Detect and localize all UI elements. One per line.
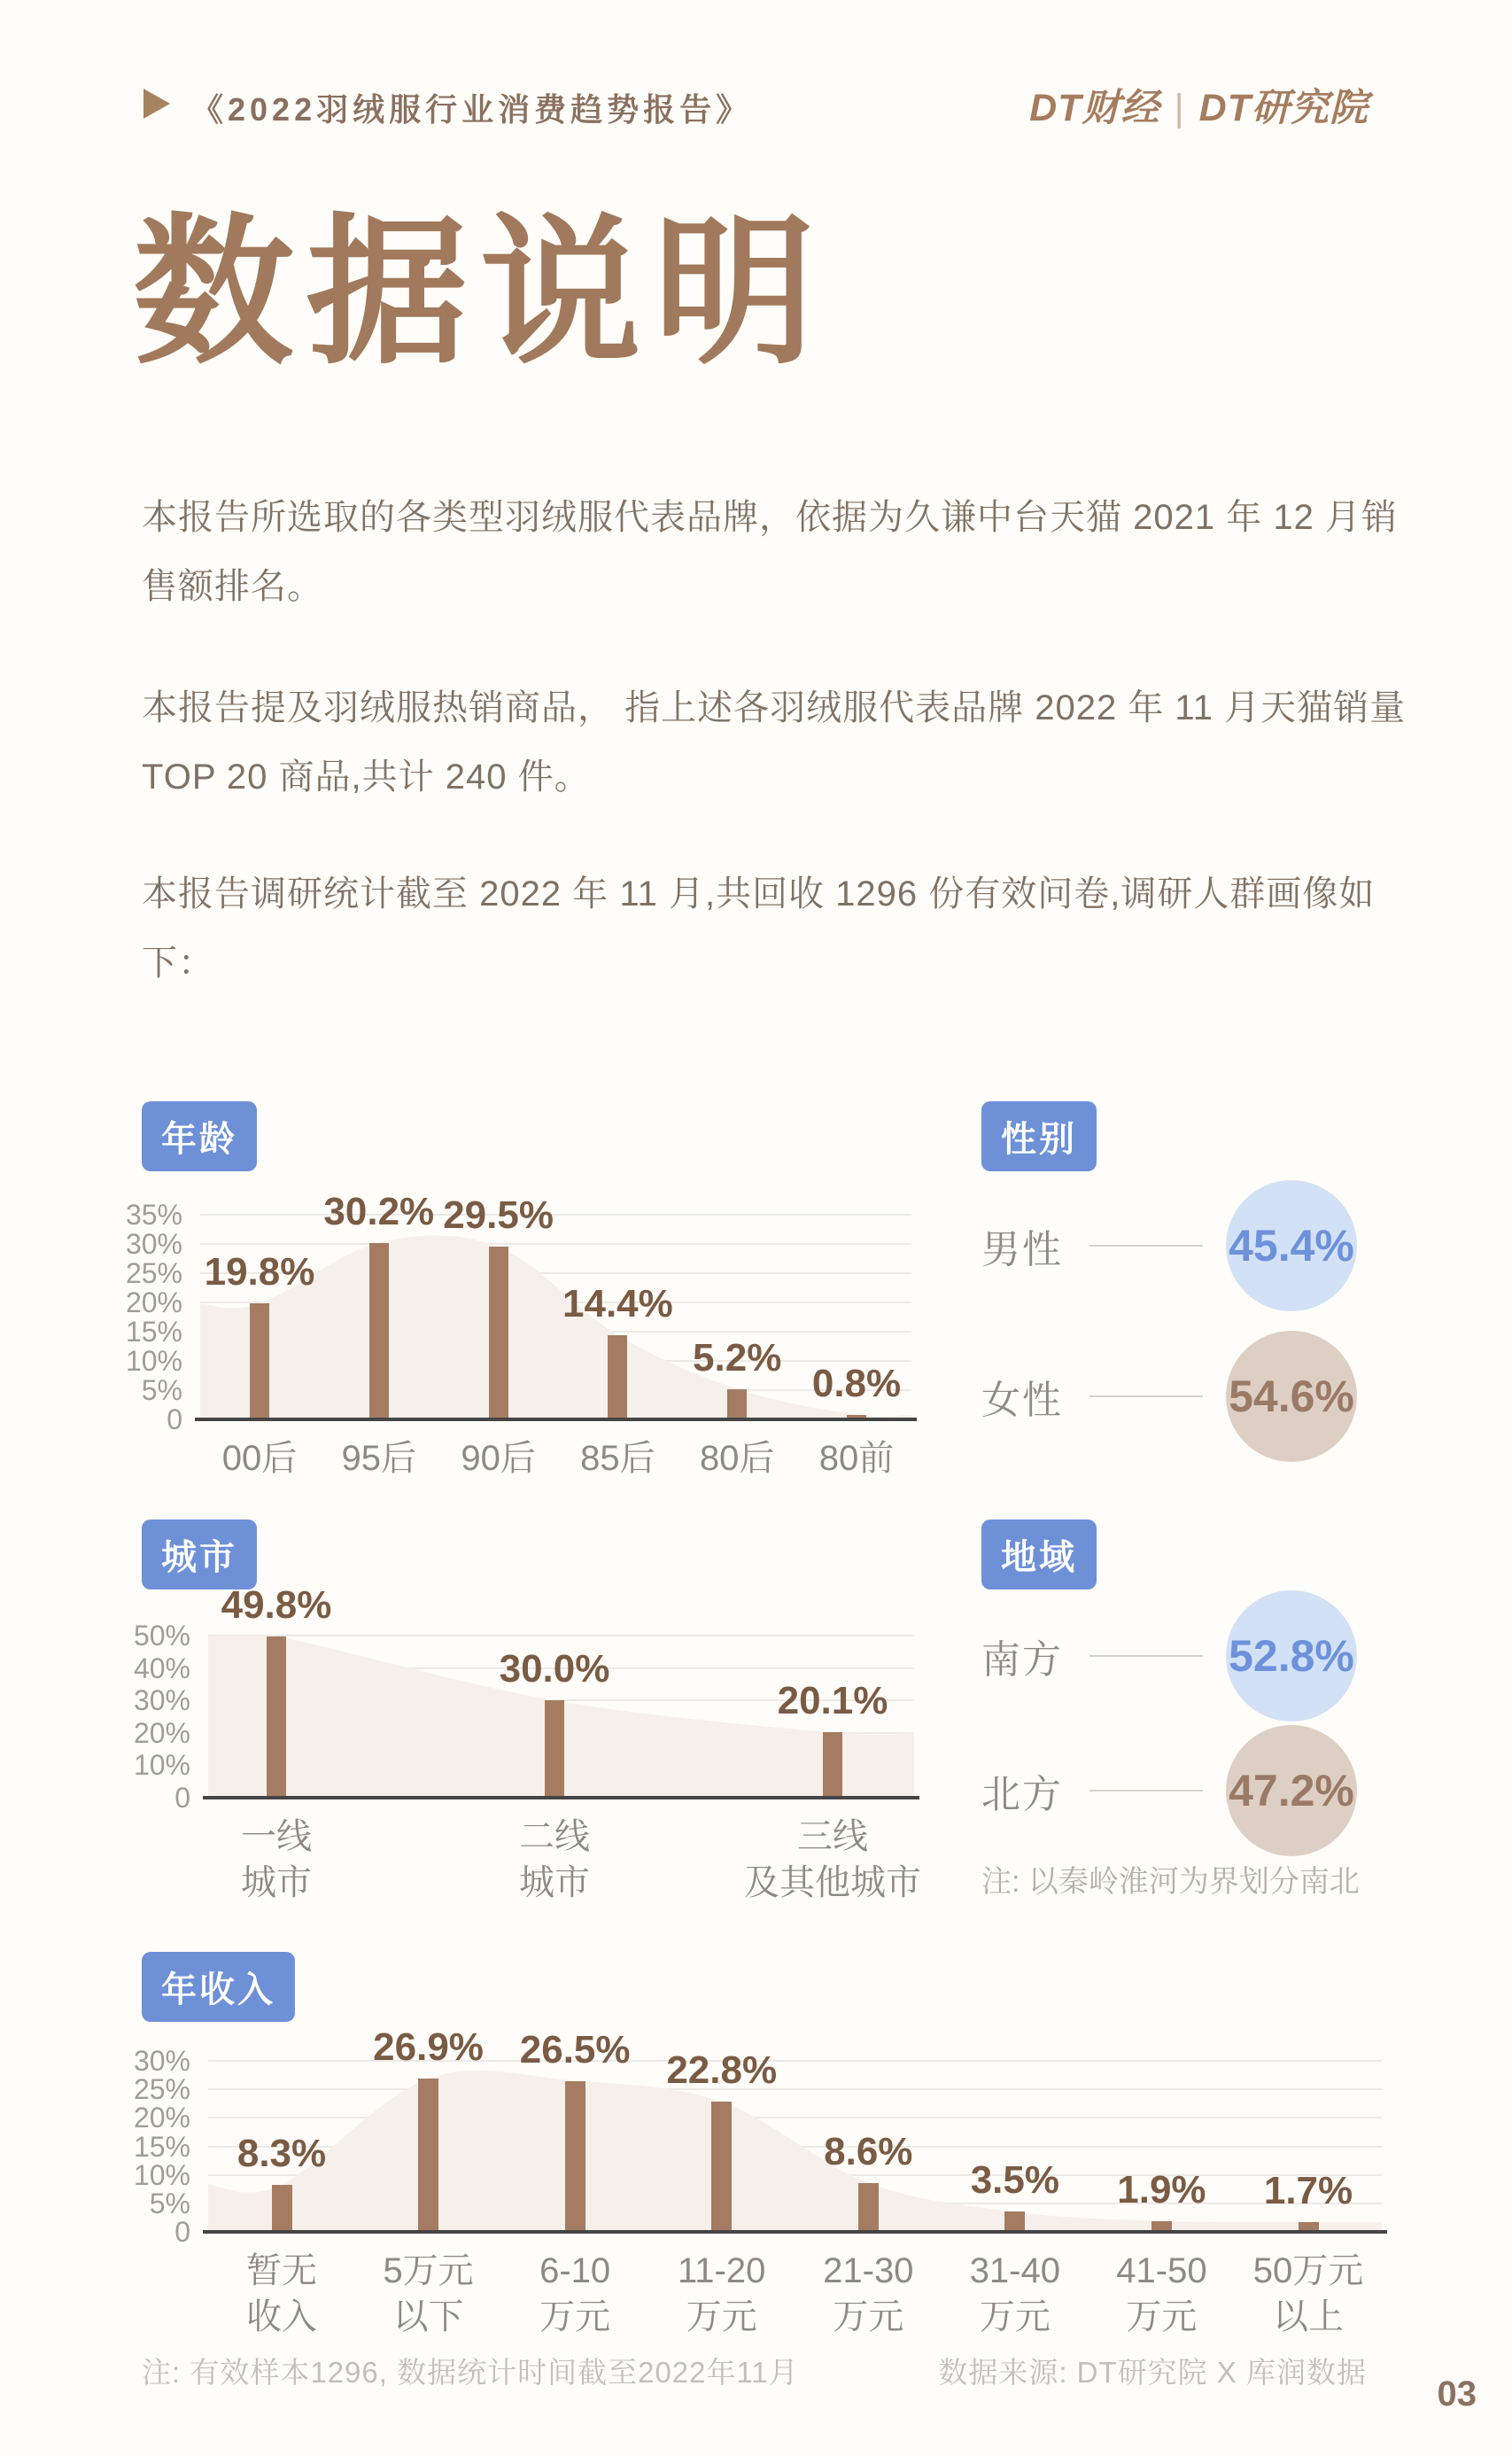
bar-value-label: 20.1% — [777, 1679, 888, 1723]
age-bar-chart — [125, 1189, 911, 1478]
y-axis-tick-label: 30% — [125, 1228, 182, 1260]
income-bar-chart — [133, 2025, 1382, 2336]
x-axis-line — [203, 2230, 1387, 2234]
brand-logo — [1029, 78, 1369, 132]
page-number: 03 — [1437, 2374, 1477, 2413]
y-axis-tick-label: 5% — [141, 1374, 182, 1406]
percent-circle: 47.2% — [1226, 1725, 1357, 1856]
brand-right: DT研究院 — [1198, 87, 1369, 129]
bar-95后 — [369, 1243, 389, 1419]
bar-31-40万元 — [1004, 2211, 1025, 2232]
bar-value-label: 30.0% — [499, 1647, 610, 1691]
y-axis-tick-label: 15% — [133, 2130, 190, 2163]
y-axis-tick-label: 10% — [133, 2158, 190, 2191]
x-axis-label: 85后 — [580, 1439, 655, 1478]
x-axis-label: 50万元 以上 — [1252, 2251, 1364, 2336]
section-badge-income: 年收入 — [142, 1952, 295, 2022]
x-axis-label: 41-50 万元 — [1116, 2251, 1207, 2336]
y-axis-tick-label: 10% — [133, 1749, 190, 1782]
y-axis-tick-label: 10% — [125, 1345, 182, 1377]
y-axis-tick-label: 25% — [133, 2073, 190, 2106]
y-axis-tick-label: 20% — [133, 2102, 190, 2134]
x-axis-label: 95后 — [341, 1439, 417, 1478]
footnote-source: 数据来源: DT研究院 X 库润数据 — [938, 2356, 1367, 2389]
circle-row-label: 南方 — [981, 1638, 1063, 1682]
bar-5万元以下 — [418, 2079, 438, 2232]
connector-line — [1089, 1790, 1203, 1791]
bar-80后 — [727, 1389, 747, 1419]
bar-value-label: 1.9% — [1117, 2167, 1206, 2211]
intro-paragraph: 本报告提及羽绒服热销商品， 指上述各羽绒服代表品牌 2022 年 11 月天猫销量 TOP 20 商品,共计 240 件。 — [142, 688, 1407, 797]
bar-value-label: 3.5% — [970, 2158, 1059, 2203]
bar-value-label: 5.2% — [693, 1335, 782, 1380]
percent-circle: 52.8% — [1226, 1590, 1357, 1722]
gender-circle-chart — [981, 1180, 1357, 1462]
bar-value-label: 14.4% — [562, 1281, 673, 1325]
region-note: 注: 以秦岭淮河为界划分南北 — [981, 1865, 1360, 1899]
bar-value-label: 29.5% — [443, 1193, 554, 1238]
bar-value-label: 26.5% — [519, 2027, 631, 2071]
y-axis-tick-label: 15% — [125, 1316, 182, 1348]
y-axis-tick-label: 20% — [133, 1716, 190, 1749]
region-circle-chart — [981, 1590, 1357, 1856]
brand-left: DT财经 — [1029, 87, 1160, 129]
bar-value-label: 49.8% — [221, 1582, 332, 1627]
x-axis-label: 5万元 以下 — [383, 2251, 474, 2336]
y-axis-tick-label: 5% — [149, 2187, 190, 2219]
y-axis-tick-label: 30% — [133, 1684, 190, 1717]
y-axis-tick-label: 25% — [125, 1257, 182, 1289]
y-axis-tick-label: 0 — [174, 2216, 190, 2248]
y-axis-tick-label: 40% — [133, 1652, 190, 1684]
circle-row-label: 北方 — [981, 1773, 1063, 1816]
bar-11-20万元 — [711, 2102, 732, 2232]
bar-90后 — [489, 1247, 508, 1419]
y-axis-tick-label: 50% — [133, 1620, 190, 1652]
x-axis-label: 80后 — [699, 1439, 775, 1478]
circle-row-女性 — [981, 1331, 1357, 1462]
bar-二线城市 — [545, 1700, 564, 1798]
bar-value-label: 8.3% — [236, 2131, 327, 2175]
connector-line — [1089, 1655, 1203, 1657]
bar-21-30万元 — [858, 2183, 879, 2232]
report-title: 《2022羽绒服行业消费趋势报告》 — [191, 91, 753, 128]
x-axis-label: 90后 — [461, 1439, 536, 1478]
x-axis-label: 暂无 收入 — [246, 2251, 317, 2336]
bar-一线城市 — [267, 1636, 286, 1798]
section-badge-gender: 性别 — [981, 1101, 1097, 1171]
page-title: 数据说明 — [133, 197, 827, 386]
x-axis-label: 31-40 万元 — [969, 2251, 1060, 2336]
percent-circle: 54.6% — [1226, 1331, 1357, 1462]
y-axis-tick-label: 0 — [174, 1782, 190, 1814]
bar-85后 — [608, 1335, 627, 1419]
connector-line — [1089, 1395, 1203, 1397]
x-axis-label: 一线 城市 — [241, 1817, 312, 1902]
bar-value-label: 0.8% — [811, 1361, 902, 1405]
circle-row-label: 男性 — [981, 1228, 1063, 1271]
section-badge-age: 年龄 — [142, 1101, 257, 1171]
bar-6-10万元 — [565, 2081, 585, 2232]
bar-暂无收入 — [272, 2185, 292, 2232]
x-axis-label: 三线 及其他城市 — [744, 1817, 921, 1902]
x-axis-line — [203, 1796, 919, 1799]
bar-三线及其他城市 — [823, 1732, 842, 1798]
y-axis-tick-label: 20% — [125, 1286, 182, 1318]
x-axis-label: 11-20 万元 — [678, 2251, 766, 2336]
x-axis-label: 21-30 万元 — [823, 2251, 914, 2336]
x-axis-label: 80前 — [818, 1439, 895, 1478]
y-axis-tick-label: 30% — [133, 2045, 190, 2077]
circle-row-南方 — [981, 1590, 1357, 1722]
section-badge-region: 地域 — [981, 1519, 1097, 1589]
x-axis-label: 6-10 万元 — [539, 2251, 611, 2336]
bar-value-label: 19.8% — [204, 1250, 315, 1294]
circle-row-北方 — [981, 1725, 1357, 1856]
right-triangle-icon — [143, 89, 170, 119]
brand-divider: | — [1174, 87, 1185, 129]
intro-paragraph: 本报告所选取的各类型羽绒服代表品牌，依据为久谦中台天猫 2021 年 12 月销售额排名。 — [142, 498, 1398, 606]
footnote-sample: 注: 有效样本1296, 数据统计时间截至2022年11月 — [142, 2356, 799, 2389]
section-badge-city: 城市 — [142, 1519, 257, 1589]
percent-circle: 45.4% — [1226, 1180, 1357, 1311]
bar-00后 — [250, 1303, 269, 1419]
bar-value-label: 26.9% — [373, 2025, 484, 2069]
connector-line — [1089, 1245, 1203, 1247]
circle-row-男性 — [981, 1180, 1357, 1311]
x-axis-line — [195, 1418, 917, 1421]
bar-value-label: 8.6% — [824, 2129, 913, 2173]
city-bar-chart — [133, 1582, 921, 1902]
y-axis-tick-label: 35% — [125, 1199, 182, 1231]
bar-value-label: 30.2% — [323, 1189, 435, 1233]
x-axis-label: 二线 城市 — [519, 1817, 590, 1902]
circle-row-label: 女性 — [981, 1379, 1063, 1422]
intro-paragraph: 本报告调研统计截至 2022 年 11 月,共回收 1296 份有效问卷,调研人群画像如下： — [142, 874, 1376, 983]
x-axis-label: 00后 — [221, 1439, 298, 1478]
bar-value-label: 1.7% — [1263, 2169, 1353, 2213]
y-axis-tick-label: 0 — [167, 1403, 182, 1435]
bar-value-label: 22.8% — [666, 2048, 778, 2093]
